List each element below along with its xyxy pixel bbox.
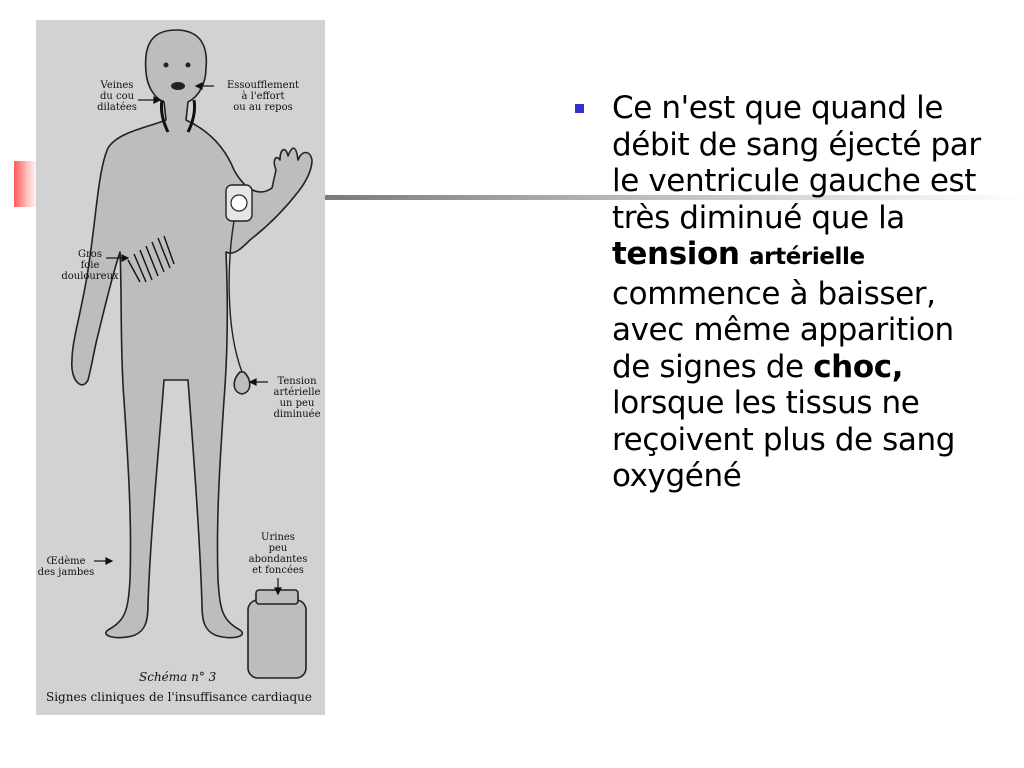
label-enlarged-liver: Gros foie douloureux xyxy=(61,249,119,282)
slide-accent-bar xyxy=(14,161,38,207)
label-neck-veins: Veines du cou dilatées xyxy=(97,80,137,113)
bullet-paragraph xyxy=(612,90,985,495)
text-part1: Ce n'est que quand le débit de sang éjecté par le ventricule gauche est très diminué que la xyxy=(612,90,981,236)
heart-failure-illustration xyxy=(36,20,325,715)
text-choc: choc, xyxy=(813,348,904,385)
figure-caption-subtitle: Signes cliniques de l'insuffisance cardiaque xyxy=(46,690,313,704)
text-tension: tension xyxy=(612,236,740,272)
bullet-text-block xyxy=(575,90,985,526)
text-arterielle: artérielle xyxy=(749,244,865,270)
label-blood-pressure: Tension artérielle un peu diminuée xyxy=(273,376,321,420)
label-urine: Urines peu abondantes et foncées xyxy=(248,532,308,576)
label-leg-edema: Œdème des jambes xyxy=(37,556,95,578)
figure-caption-title: Schéma n° 3 xyxy=(139,670,217,684)
human-figure-drawing xyxy=(36,20,325,715)
text-part3: lorsque les tissus ne reçoivent plus de sang oxygéné xyxy=(612,385,956,494)
text-part2: commence à baisser, avec même apparition de signes de xyxy=(612,275,954,385)
label-breathlessness: Essoufflement à l'effort ou au repos xyxy=(226,80,300,113)
bullet-square-icon xyxy=(575,104,584,113)
